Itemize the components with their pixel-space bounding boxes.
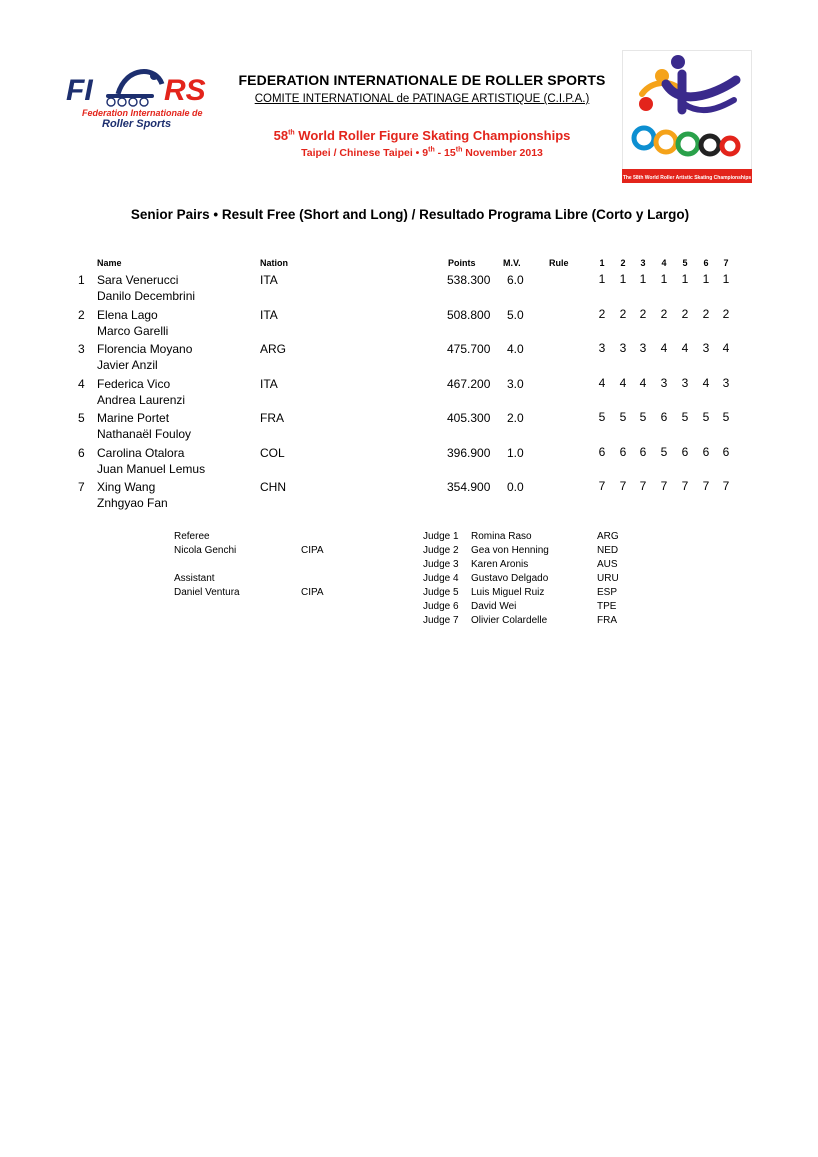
- row-skater-1: Carolina Otalora: [97, 446, 185, 460]
- row-skater-2: Marco Garelli: [97, 324, 169, 338]
- champ-location: Taipei / Chinese Taipei • 9: [301, 147, 429, 159]
- row-placing-judge-4: 4: [660, 341, 668, 355]
- row-placing-judge-2: 1: [619, 272, 627, 286]
- row-placing-judge-4: 3: [660, 376, 668, 390]
- row-placing-judge-1: 1: [598, 272, 606, 286]
- row-placing-judge-3: 4: [639, 376, 647, 390]
- row-nation: ITA: [260, 308, 278, 322]
- row-rank: 6: [78, 446, 85, 460]
- judge-name: Olivier Colardelle: [471, 615, 548, 626]
- championship-logo-caption: The 58th World Roller Artistic Skating Championships: [622, 175, 752, 181]
- row-rank: 5: [78, 411, 85, 425]
- row-skater-2: Nathanaël Fouloy: [97, 427, 192, 441]
- row-skater-1: Xing Wang: [97, 480, 156, 494]
- row-placing-judge-2: 2: [619, 307, 627, 321]
- row-placing-judge-4: 5: [660, 445, 668, 459]
- judge-name: Karen Aronis: [471, 559, 529, 570]
- championship-logo-graphic: [622, 50, 752, 183]
- header-judge-6: 6: [703, 258, 709, 268]
- row-placing-judge-6: 4: [702, 376, 710, 390]
- row-mv: 2.0: [507, 411, 524, 425]
- row-placing-judge-7: 3: [722, 376, 730, 390]
- row-placing-judge-2: 7: [619, 479, 627, 493]
- date-tail: November 2013: [462, 147, 543, 159]
- row-placing-judge-6: 3: [702, 341, 710, 355]
- row-placing-judge-5: 5: [681, 410, 689, 424]
- assistant-label: Assistant: [174, 573, 215, 584]
- judge-nation: NED: [597, 545, 619, 556]
- firs-logo-line2: Roller Sports: [102, 118, 172, 130]
- row-placing-judge-1: 4: [598, 376, 606, 390]
- row-placing-judge-6: 7: [702, 479, 710, 493]
- event-title: Senior Pairs • Result Free (Short and Long) / Resultado Programa Libre (Corto y Largo): [130, 207, 690, 222]
- judge-label: Judge 4: [423, 573, 459, 584]
- firs-logo: [66, 66, 218, 130]
- federation-title: FEDERATION INTERNATIONALE DE ROLLER SPORTS: [238, 72, 606, 88]
- row-placing-judge-6: 6: [702, 445, 710, 459]
- referee-label: Referee: [174, 531, 210, 542]
- row-nation: ITA: [260, 273, 278, 287]
- row-placing-judge-2: 3: [619, 341, 627, 355]
- date-end-suffix: th: [455, 146, 463, 154]
- row-nation: ITA: [260, 377, 278, 391]
- row-placing-judge-2: 6: [619, 445, 627, 459]
- row-skater-1: Federica Vico: [97, 377, 171, 391]
- header-points: Points: [448, 258, 476, 268]
- judge-label: Judge 3: [423, 559, 459, 570]
- row-mv: 5.0: [507, 308, 524, 322]
- champ-name: World Roller Figure Skating Championships: [294, 128, 571, 143]
- row-nation: COL: [260, 446, 285, 460]
- row-skater-1: Elena Lago: [97, 308, 158, 322]
- skate-wheels-icon: [106, 72, 162, 106]
- row-skater-1: Florencia Moyano: [97, 342, 193, 356]
- row-skater-1: Marine Portet: [97, 411, 170, 425]
- row-rank: 2: [78, 308, 85, 322]
- row-placing-judge-6: 2: [702, 307, 710, 321]
- championship-title: [232, 128, 612, 143]
- row-mv: 0.0: [507, 480, 524, 494]
- row-placing-judge-6: 1: [702, 272, 710, 286]
- row-placing-judge-3: 7: [639, 479, 647, 493]
- row-placing-judge-4: 6: [660, 410, 668, 424]
- federation-subtitle: COMITE INTERNATIONAL de PATINAGE ARTISTIQUE (C.I.P.A.): [254, 93, 590, 105]
- judge-label: Judge 2: [423, 545, 459, 556]
- row-placing-judge-3: 5: [639, 410, 647, 424]
- firs-logo-rs: RS: [164, 74, 206, 107]
- judge-name: Luis Miguel Ruiz: [471, 587, 545, 598]
- firs-logo-line1: Federation Internationale de: [82, 108, 203, 118]
- row-skater-1: Sara Venerucci: [97, 273, 179, 287]
- row-mv: 3.0: [507, 377, 524, 391]
- header-mv: M.V.: [503, 258, 521, 268]
- row-placing-judge-1: 2: [598, 307, 606, 321]
- firs-logo-fi: FI: [66, 74, 93, 107]
- championship-logo: [622, 50, 752, 183]
- header-rule: Rule: [549, 258, 569, 268]
- judge-nation: ESP: [597, 587, 618, 598]
- assistant-name: Daniel Ventura: [174, 587, 240, 598]
- row-placing-judge-1: 5: [598, 410, 606, 424]
- row-skater-2: Javier Anzil: [97, 358, 158, 372]
- row-skater-2: Andrea Laurenzi: [97, 393, 186, 407]
- header-judge-1: 1: [599, 258, 605, 268]
- row-placing-judge-4: 7: [660, 479, 668, 493]
- row-placing-judge-5: 4: [681, 341, 689, 355]
- header-judge-5: 5: [682, 258, 688, 268]
- judge-nation: AUS: [597, 559, 618, 570]
- row-mv: 6.0: [507, 273, 524, 287]
- header-nation: Nation: [260, 258, 288, 268]
- row-placing-judge-5: 3: [681, 376, 689, 390]
- judge-name: Gea von Henning: [471, 545, 549, 556]
- header-judge-3: 3: [640, 258, 646, 268]
- row-points: 467.200: [447, 377, 491, 391]
- row-nation: ARG: [260, 342, 287, 356]
- header-judge-7: 7: [723, 258, 729, 268]
- row-points: 475.700: [447, 342, 491, 356]
- row-rank: 7: [78, 480, 85, 494]
- championship-location-date: [232, 147, 612, 159]
- judge-name: Gustavo Delgado: [471, 573, 549, 584]
- judge-label: Judge 1: [423, 531, 459, 542]
- row-placing-judge-7: 1: [722, 272, 730, 286]
- header-name: Name: [97, 258, 122, 268]
- row-points: 508.800: [447, 308, 491, 322]
- row-placing-judge-7: 2: [722, 307, 730, 321]
- judge-name: Romina Raso: [471, 531, 532, 542]
- row-placing-judge-5: 2: [681, 307, 689, 321]
- row-nation: CHN: [260, 480, 286, 494]
- row-placing-judge-3: 6: [639, 445, 647, 459]
- row-skater-2: Juan Manuel Lemus: [97, 462, 206, 476]
- judge-nation: FRA: [597, 615, 617, 626]
- row-mv: 1.0: [507, 446, 524, 460]
- row-rank: 1: [78, 273, 85, 287]
- referee-name: Nicola Genchi: [174, 545, 237, 556]
- row-placing-judge-7: 5: [722, 410, 730, 424]
- firs-logo-graphic: [66, 66, 218, 130]
- row-skater-2: Znhgyao Fan: [97, 496, 168, 510]
- row-placing-judge-3: 2: [639, 307, 647, 321]
- row-placing-judge-2: 5: [619, 410, 627, 424]
- row-placing-judge-4: 1: [660, 272, 668, 286]
- champ-ordinal: 58: [273, 128, 289, 143]
- judge-label: Judge 6: [423, 601, 459, 612]
- row-placing-judge-1: 7: [598, 479, 606, 493]
- assistant-org: CIPA: [301, 587, 324, 598]
- row-placing-judge-1: 6: [598, 445, 606, 459]
- row-placing-judge-5: 7: [681, 479, 689, 493]
- header-judge-2: 2: [620, 258, 626, 268]
- row-rank: 4: [78, 377, 85, 391]
- row-placing-judge-3: 3: [639, 341, 647, 355]
- row-placing-judge-5: 6: [681, 445, 689, 459]
- row-rank: 3: [78, 342, 85, 356]
- row-points: 396.900: [447, 446, 491, 460]
- row-skater-2: Danilo Decembrini: [97, 289, 196, 303]
- row-placing-judge-7: 7: [722, 479, 730, 493]
- judge-name: David Wei: [471, 601, 517, 612]
- row-placing-judge-4: 2: [660, 307, 668, 321]
- row-placing-judge-1: 3: [598, 341, 606, 355]
- row-points: 405.300: [447, 411, 491, 425]
- row-mv: 4.0: [507, 342, 524, 356]
- date-mid: - 15: [434, 147, 456, 159]
- row-points: 354.900: [447, 480, 491, 494]
- row-points: 538.300: [447, 273, 491, 287]
- header-judge-4: 4: [661, 258, 667, 268]
- judge-nation: ARG: [597, 531, 619, 542]
- row-placing-judge-5: 1: [681, 272, 689, 286]
- row-placing-judge-6: 5: [702, 410, 710, 424]
- row-placing-judge-2: 4: [619, 376, 627, 390]
- judge-nation: TPE: [597, 601, 617, 612]
- champ-ordinal-suffix: th: [288, 129, 295, 137]
- row-placing-judge-7: 4: [722, 341, 730, 355]
- judge-nation: URU: [597, 573, 619, 584]
- row-nation: FRA: [260, 411, 284, 425]
- referee-org: CIPA: [301, 545, 324, 556]
- date-start-suffix: th: [428, 146, 435, 154]
- judge-label: Judge 7: [423, 615, 459, 626]
- row-placing-judge-3: 1: [639, 272, 647, 286]
- row-placing-judge-7: 6: [722, 445, 730, 459]
- judge-label: Judge 5: [423, 587, 459, 598]
